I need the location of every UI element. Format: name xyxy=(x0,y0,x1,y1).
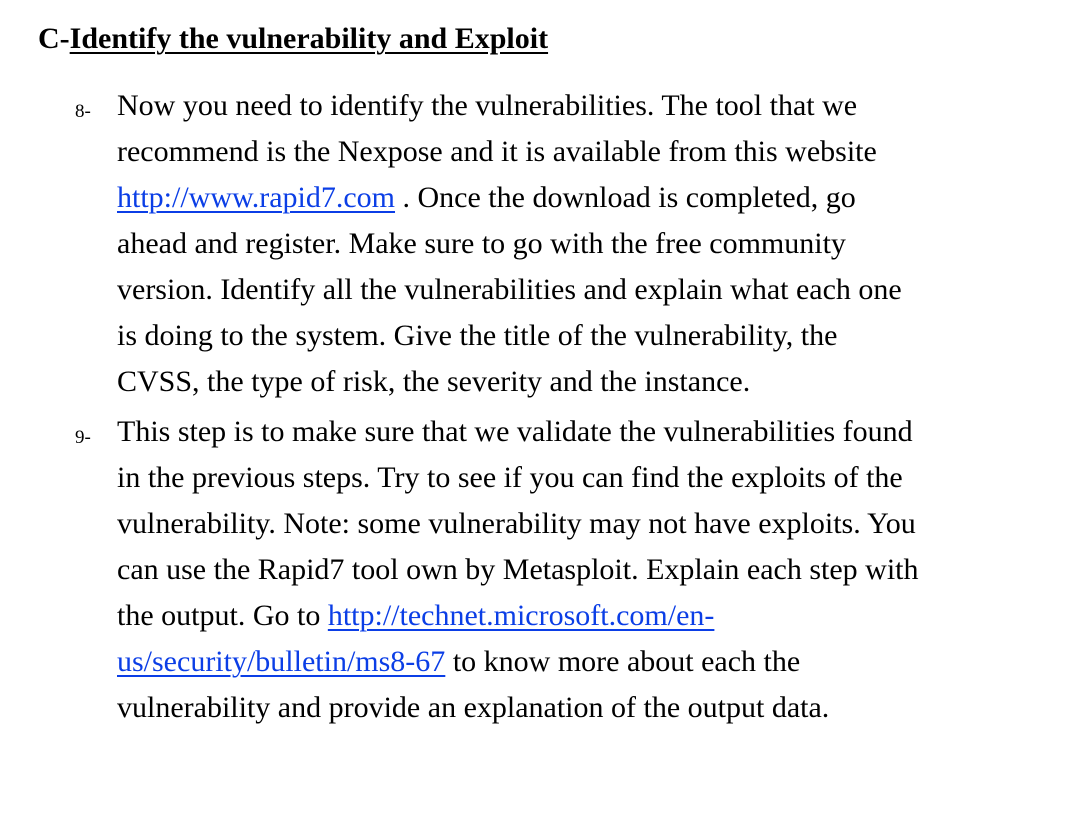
section-heading xyxy=(38,20,548,58)
item-9-line-5-text: the output. Go to xyxy=(117,599,328,632)
item-8-line-3 xyxy=(117,180,856,216)
item-8-line-2: recommend is the Nexpose and it is available from this website xyxy=(117,135,877,168)
list-item-number: 9- xyxy=(75,427,91,448)
section-title: Identify the vulnerability and Exploit xyxy=(69,22,549,55)
item-9-line-5 xyxy=(117,598,714,634)
item-9-line-6 xyxy=(117,644,800,680)
item-8-line-1: Now you need to identify the vulnerabilities. The tool that we xyxy=(117,89,858,122)
item-8-line-6: is doing to the system. Give the title of the vulnerability, the xyxy=(117,319,838,352)
item-9-line-6-text: to know more about each the xyxy=(445,645,801,678)
item-9-line-7: vulnerability and provide an explanation of the output data. xyxy=(117,691,830,724)
item-8-line-3-text: . Once the download is completed, go xyxy=(395,181,856,214)
list-item-number: 8- xyxy=(75,101,91,122)
item-8-line-4: ahead and register. Make sure to go with the free community xyxy=(117,227,846,260)
item-8-line-5: version. Identify all the vulnerabilities and explain what each one xyxy=(117,273,902,306)
technet-link-part-1[interactable]: http://technet.microsoft.com/en- xyxy=(327,599,715,632)
item-8-line-7: CVSS, the type of risk, the severity and the instance. xyxy=(117,365,751,398)
section-prefix: C- xyxy=(38,22,70,55)
item-9-line-4: can use the Rapid7 tool own by Metasploit. Explain each step with xyxy=(117,553,919,586)
item-9-line-1: This step is to make sure that we validate the vulnerabilities found xyxy=(117,415,913,448)
rapid7-link[interactable]: http://www.rapid7.com xyxy=(117,181,396,214)
technet-link-part-2[interactable]: us/security/bulletin/ms8-67 xyxy=(117,645,446,678)
item-9-line-3: vulnerability. Note: some vulnerability may not have exploits. You xyxy=(117,507,916,540)
item-9-line-2: in the previous steps. Try to see if you can find the exploits of the xyxy=(117,461,903,494)
